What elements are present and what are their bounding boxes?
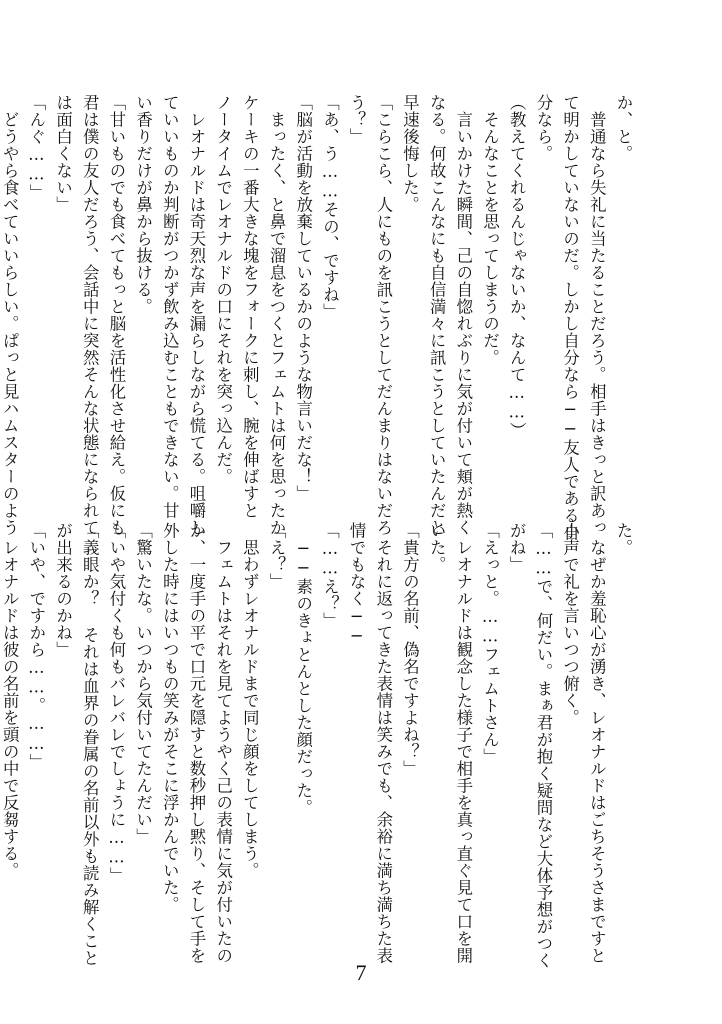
text-column: い香りだけが鼻から抜ける。 <box>133 94 153 315</box>
text-column: 「驚いたな。いつから気付いてたんだい」 <box>133 522 153 845</box>
upper-text-block <box>0 94 634 542</box>
text-column: 「いや、ですから……。……」 <box>26 522 46 771</box>
text-column: 「……え？」 <box>320 522 340 630</box>
text-column: それに返ってきた表情は笑みでも、余裕に満ち満ちた表 <box>373 522 393 964</box>
text-column: は面白くない」 <box>53 94 73 213</box>
text-column: （教えてくれるんじゃないか、なんて……） <box>507 94 527 440</box>
text-column: いた。 <box>427 522 447 573</box>
text-column: なぜか羞恥心が湧き、レオナルドはごちそうさまですと <box>587 522 607 964</box>
text-column: 君は僕の友人だろう、会話中に突然そんな状態になられて <box>80 94 100 536</box>
text-column: 「甘いものでも食べてもっと脳を活性化させ給え。仮にも <box>106 94 126 536</box>
text-column: 「義眼か？ それは血界の眷属の名前以外も読み解くこと <box>80 522 100 967</box>
text-column: レオナルドは奇天烈な声を漏らしながら慌てる。咀嚼し <box>187 94 206 536</box>
text-column: 「えっと。……フェムトさん」 <box>480 522 500 766</box>
text-column: ていいものか判断がつかず飲み込むこともできない。甘 <box>160 94 180 519</box>
text-column: 「脳が活動を放棄しているかのような物言いだな！」 <box>293 94 313 502</box>
text-column: レオナルドは彼の名前を頭の中で反芻する。 <box>0 522 20 879</box>
text-column: 小声で礼を言いつつ俯く。 <box>560 522 580 726</box>
lower-text-block <box>0 522 634 970</box>
text-column: 「貴方の名前、偽名ですよね？」 <box>400 522 420 777</box>
text-column: 「あ、う……その、ですね」 <box>320 94 340 321</box>
text-column: て明かしていないのだ。しかし自分なら──友人である自 <box>560 94 580 542</box>
text-column: 思わずレオナルドまで同じ顔をしてしまう。 <box>240 522 260 879</box>
text-column: 外した時にはいつもの笑みがそこに浮かんでいた。 <box>160 522 180 913</box>
text-column: ノータイムでレオナルドの口にそれを突っ込んだ。 <box>213 94 233 485</box>
text-column: 早速後悔した。 <box>400 94 420 213</box>
text-column: なる。何故こんなにも自信満々に訊こうとしていたんだと <box>427 94 447 536</box>
text-column: う？」 <box>347 94 367 145</box>
text-column: ──素のきょとんとした顔だった。 <box>293 522 313 817</box>
text-column: フェムトはそれを見てようやく己の表情に気が付いたの <box>213 522 233 964</box>
text-column: 「……で、何だい。まぁ君が抱く疑問など大体予想がつく <box>533 522 553 970</box>
text-column: どうやら食べていいらしい。ぱっと見ハムスターのよう <box>0 94 20 536</box>
text-column: か、一度手の平で口元を隠すと数秒押し黙り、そして手を <box>187 522 206 964</box>
text-column: まったく、と鼻で溜息をつくとフェムトは何を思ったか <box>267 94 287 536</box>
text-column: ケーキの一番大きな塊をフォークに刺し、腕を伸ばすと <box>240 94 260 519</box>
text-column: レオナルドは観念した様子で相手を真っ直ぐ見て口を開 <box>453 522 473 964</box>
text-column: 「こらこら、人にものを訊こうとしてだんまりはないだろ <box>373 94 393 536</box>
text-column: がね」 <box>507 522 527 573</box>
text-column: 情でもなく── <box>347 522 367 647</box>
text-column: 「いや気付くも何もバレバレでしょうに……」 <box>106 522 126 885</box>
text-column: 「んぐ……」 <box>26 94 46 202</box>
text-column: 分なら。 <box>533 94 553 162</box>
page-number: 7 <box>355 960 367 985</box>
text-column: が出来るのかね」 <box>53 522 73 658</box>
text-column: そんなことを思ってしまうのだ。 <box>480 94 500 366</box>
text-column: た。 <box>614 522 633 556</box>
text-column: 「え？」 <box>267 522 287 590</box>
text-column: 言いかけた瞬間、己の自惚れぶりに気が付いて頬が熱く <box>453 94 473 536</box>
text-column: か、と。 <box>614 94 633 162</box>
text-column: 普通なら失礼に当たることだろう。相手はきっと訳あっ <box>587 94 607 536</box>
